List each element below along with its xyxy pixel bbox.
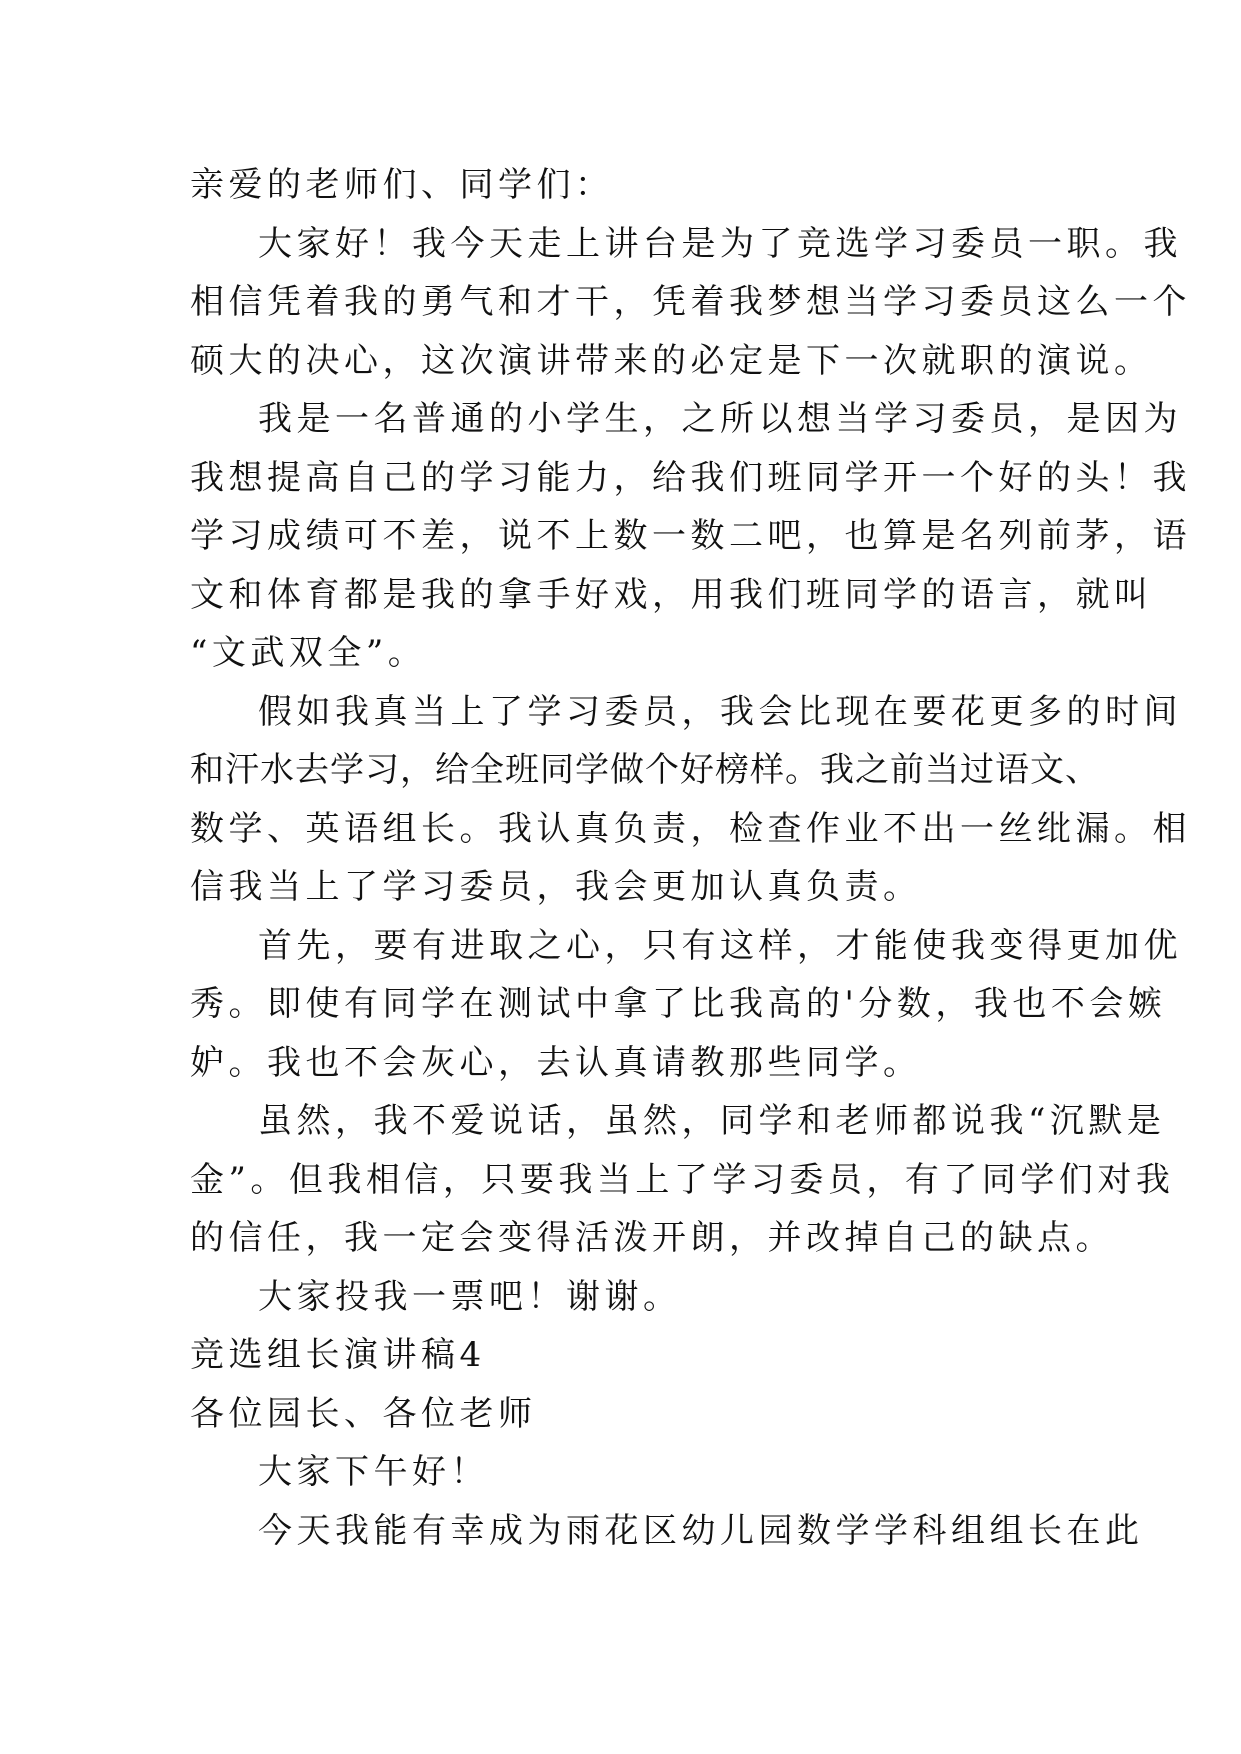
paragraph-line: 的信任，我一定会变得活泼开朗，并改掉自己的缺点。 <box>190 1218 1114 1258</box>
greeting-line: 大家下午好！ <box>258 1452 489 1492</box>
document-body <box>190 156 1191 1560</box>
paragraph-line: 假如我真当上了学习委员，我会比现在要花更多的时间 <box>258 691 1182 732</box>
paragraph-line: 数学、英语组长。我认真负责，检查作业不出一丝纰漏。相 <box>190 808 1191 849</box>
paragraph-line: 信我当上了学习委员，我会更加认真负责。 <box>190 867 922 907</box>
paragraph-line: 和汗水去学习，给全班同学做个好榜样。我之前当过语文、 <box>190 750 1100 790</box>
paragraph-line: 金”。但我相信，只要我当上了学习委员，有了同学们对我 <box>190 1159 1175 1200</box>
paragraph-line: 虽然，我不爱说话，虽然，同学和老师都说我“沉默是 <box>258 1101 1166 1141</box>
salutation-line: 各位园长、各位老师 <box>190 1393 537 1434</box>
paragraph-line: 学习成绩可不差，说不上数一数二吧，也算是名列前茅，语 <box>190 516 1191 556</box>
paragraph-line: 今天我能有幸成为雨花区幼儿园数学学科组组长在此 <box>258 1510 1144 1551</box>
paragraph-line: 我想提高自己的学习能力，给我们班同学开一个好的头！我 <box>190 457 1191 498</box>
paragraph-line: 文和体育都是我的拿手好戏，用我们班同学的语言，就叫 <box>190 574 1153 615</box>
paragraph-line: 我是一名普通的小学生，之所以想当学习委员，是因为 <box>258 399 1182 439</box>
paragraph-line: 首先，要有进取之心，只有这样，才能使我变得更加优 <box>258 925 1182 966</box>
paragraph-line: 相信凭着我的勇气和才干，凭着我梦想当学习委员这么一个 <box>190 282 1191 322</box>
paragraph-line: 大家好！我今天走上讲台是为了竞选学习委员一职。我 <box>258 223 1182 264</box>
paragraph-line: 秀。即使有同学在测试中拿了比我高的'分数，我也不会嫉 <box>190 984 1167 1024</box>
section-heading: 竞选组长演讲稿4 <box>190 1335 486 1375</box>
paragraph-line: “文武双全”。 <box>190 633 427 673</box>
closing-line: 大家投我一票吧！谢谢。 <box>258 1276 682 1317</box>
salutation-line: 亲爱的老师们、同学们： <box>190 165 614 205</box>
paragraph-line: 硕大的决心，这次演讲带来的必定是下一次就职的演说。 <box>190 340 1153 381</box>
paragraph-line: 妒。我也不会灰心，去认真请教那些同学。 <box>190 1042 922 1083</box>
